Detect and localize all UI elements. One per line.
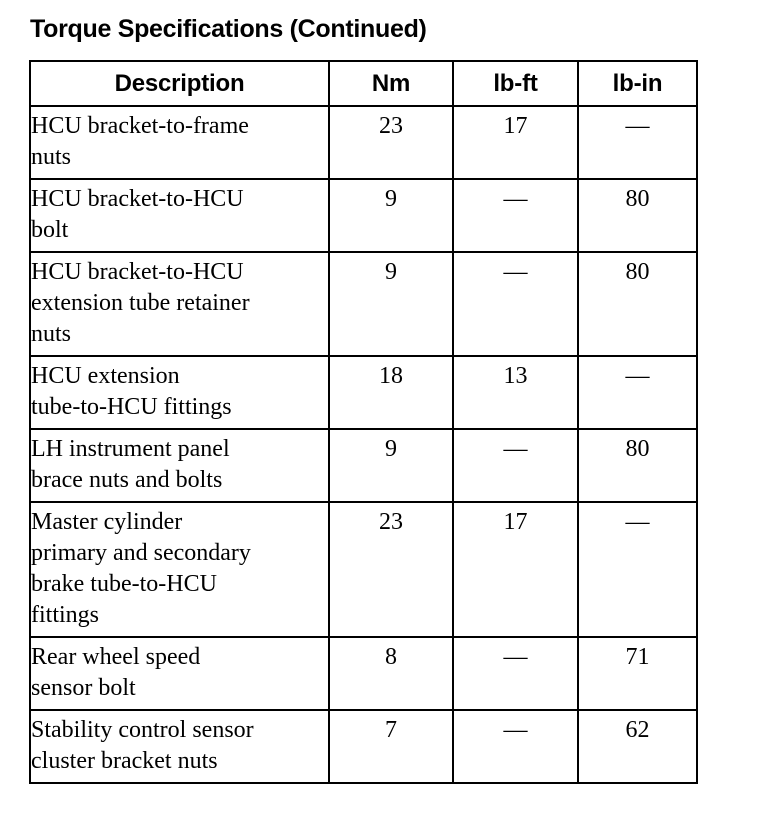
- description-line: tube-to-HCU fittings: [31, 394, 232, 420]
- description-line: HCU bracket-to-HCU: [31, 259, 244, 285]
- cell-nm: 18: [329, 356, 453, 429]
- description-line: sensor bolt: [31, 675, 136, 701]
- cell-description: [30, 502, 329, 637]
- description-line: nuts: [31, 321, 72, 347]
- column-header-description: Description: [30, 61, 329, 106]
- table-row: [30, 252, 697, 356]
- description-line: HCU bracket-to-HCU: [31, 186, 244, 212]
- cell-description: [30, 106, 329, 179]
- cell-nm: 7: [329, 710, 453, 783]
- table-body: [30, 106, 697, 783]
- cell-nm: 23: [329, 106, 453, 179]
- description-line: brake tube-to-HCU: [31, 571, 217, 597]
- cell-lb-ft: 17: [453, 106, 578, 179]
- cell-lb-in: 62: [578, 710, 697, 783]
- cell-lb-ft: —: [453, 252, 578, 356]
- cell-description: [30, 356, 329, 429]
- table-row: [30, 710, 697, 783]
- cell-lb-ft: —: [453, 179, 578, 252]
- description-line: Rear wheel speed: [31, 644, 201, 670]
- cell-lb-in: 80: [578, 429, 697, 502]
- description-line: LH instrument panel: [31, 436, 230, 462]
- table-row: [30, 429, 697, 502]
- cell-lb-in: 80: [578, 252, 697, 356]
- description-line: HCU bracket-to-frame: [31, 113, 249, 139]
- table-header-row: [30, 61, 697, 106]
- cell-nm: 23: [329, 502, 453, 637]
- cell-description: [30, 429, 329, 502]
- description-line: extension tube retainer: [31, 290, 250, 316]
- column-header-lb-in: lb-in: [578, 61, 697, 106]
- cell-lb-in: 71: [578, 637, 697, 710]
- column-header-lb-ft: lb-ft: [453, 61, 578, 106]
- description-line: Master cylinder: [31, 509, 183, 535]
- description-line: cluster bracket nuts: [31, 748, 218, 774]
- cell-lb-ft: 13: [453, 356, 578, 429]
- table-row: [30, 502, 697, 637]
- cell-description: [30, 710, 329, 783]
- description-line: HCU extension: [31, 363, 180, 389]
- table-row: [30, 637, 697, 710]
- description-line: fittings: [31, 602, 100, 628]
- column-header-nm: Nm: [329, 61, 453, 106]
- cell-lb-ft: —: [453, 710, 578, 783]
- cell-nm: 8: [329, 637, 453, 710]
- table-row: [30, 106, 697, 179]
- cell-description: [30, 179, 329, 252]
- torque-spec-table: [29, 60, 698, 784]
- cell-lb-ft: 17: [453, 502, 578, 637]
- page-title: Torque Specifications (Continued): [30, 15, 427, 43]
- cell-lb-in: 80: [578, 179, 697, 252]
- cell-lb-in: —: [578, 106, 697, 179]
- cell-description: [30, 637, 329, 710]
- description-line: bolt: [31, 217, 69, 243]
- description-line: brace nuts and bolts: [31, 467, 223, 493]
- table-row: [30, 356, 697, 429]
- description-line: nuts: [31, 144, 72, 170]
- cell-lb-in: —: [578, 356, 697, 429]
- cell-nm: 9: [329, 179, 453, 252]
- table-row: [30, 179, 697, 252]
- cell-lb-in: —: [578, 502, 697, 637]
- description-line: primary and secondary: [31, 540, 251, 566]
- cell-nm: 9: [329, 429, 453, 502]
- cell-description: [30, 252, 329, 356]
- cell-lb-ft: —: [453, 637, 578, 710]
- description-line: Stability control sensor: [31, 717, 254, 743]
- cell-lb-ft: —: [453, 429, 578, 502]
- cell-nm: 9: [329, 252, 453, 356]
